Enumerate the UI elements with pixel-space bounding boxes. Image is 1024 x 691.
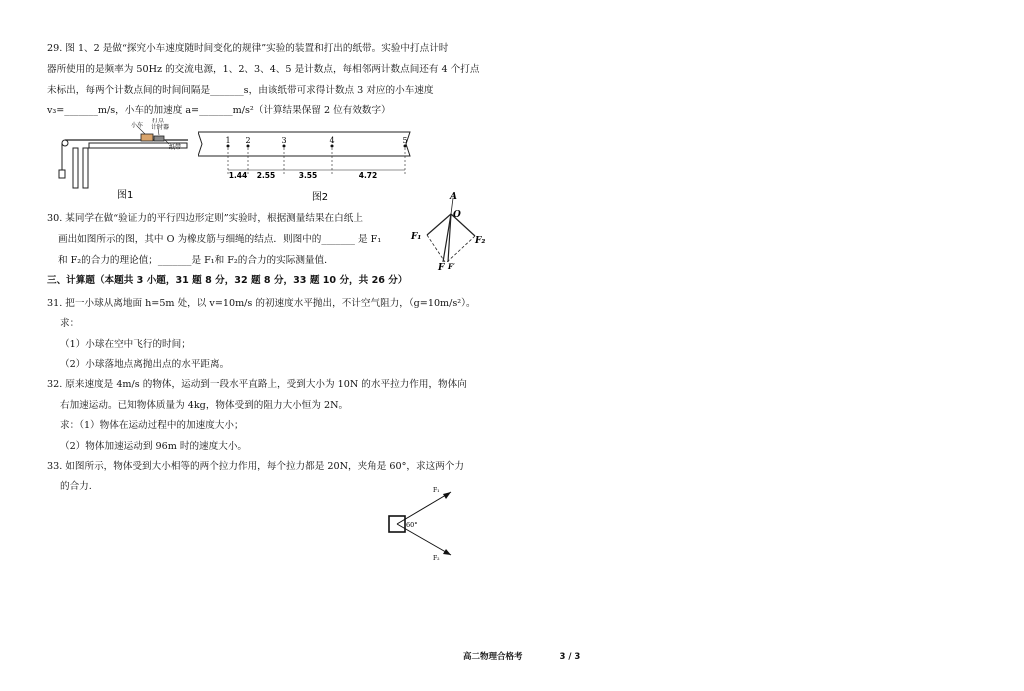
figure-2-caption: 图2	[311, 192, 329, 203]
q31-line-1: 31. 把一小球从离地面 h=5m 处，以 v=10m/s 的初速度水平抛出，不计空气阻力，（g=10m/s²）。	[47, 298, 476, 309]
page-footer	[463, 650, 580, 662]
q31-line-2: 求：	[60, 318, 80, 329]
q32-line-2: 右加速运动。已知物体质量为 4kg，物体受到的阻力大小恒为 2N。	[60, 400, 349, 411]
label-F1: F₁	[433, 487, 440, 494]
figure-2-tape	[198, 130, 413, 205]
q29-line-1: 29. 图 1、2 是做“探究小车速度随时间变化的规律”实验的装置和打出的纸带。实验中打点计时	[47, 43, 449, 54]
label-O: O	[453, 210, 461, 220]
cart-label: 小车	[131, 122, 144, 129]
q32-line-1: 32. 原来速度是 4m/s 的物体，运动到一段水平直路上，受到大小为 10N 的水平拉力作用，物体向	[47, 379, 467, 390]
distance-4-5: 4.72	[358, 171, 378, 180]
distance-2-3: 2.55	[256, 171, 276, 180]
figure-q30-forces	[405, 190, 495, 272]
q32-line-4: （2）物体加速运动到 96m 时的速度大小。	[60, 441, 248, 452]
label-F2: F₂	[475, 236, 486, 246]
distance-1-2: 1.44	[228, 171, 248, 180]
q29-line-3: 未标出，每两个计数点间的时间间隔是_______s，由该纸带可求得计数点 3 对应的小车速度	[47, 85, 434, 96]
label-F2: F₂	[433, 555, 440, 562]
timer-label-2: 计时器	[151, 124, 170, 131]
figure-1-apparatus	[55, 118, 190, 203]
q31-line-3: （1）小球在空中飞行的时间；	[60, 339, 191, 350]
point-4: 4	[329, 136, 335, 145]
point-3: 3	[281, 136, 287, 145]
q32-line-3: 求：（1）物体在运动过程中的加速度大小；	[60, 420, 244, 431]
figure-1-caption: 图1	[117, 190, 134, 201]
figure-q33-forces	[385, 485, 465, 565]
q29-line-4: v₃=_______m/s，小车的加速度 a=_______m/s²（计算结果保留 2 位有效数字）	[47, 105, 391, 116]
label-A: A	[450, 192, 457, 202]
q30-line-3: 和 F₂的合力的理论值；_______是 F₁和 F₂的合力的实际测量值．	[58, 255, 334, 266]
point-2: 2	[245, 136, 251, 145]
section-3-heading: 三、计算题（本题共 3 小题，31 题 8 分，32 题 8 分，33 题 10 分，共 26 分）	[47, 275, 408, 286]
q31-line-4: （2）小球落地点离抛出点的水平距离。	[60, 359, 230, 370]
label-F: F	[438, 263, 445, 272]
q29-line-2: 器所使用的是频率为 50Hz 的交流电源，1、2、3、4、5 是计数点，每相邻两计数点间还有 4 个打点	[47, 64, 480, 75]
label-F1: F₁	[411, 232, 422, 242]
point-5: 5	[402, 136, 408, 145]
q30-line-1: 30. 某同学在做“验证力的平行四边形定则”实验时，根据测量结果在白纸上	[47, 213, 363, 224]
q33-line-2: 的合力.	[60, 481, 92, 492]
label-Fprime: F′	[448, 262, 455, 271]
point-1: 1	[225, 136, 231, 145]
q30-line-2: 画出如图所示的图，其中 O 为橡皮筋与细绳的结点．则图中的_______ 是 F₁	[58, 234, 382, 245]
tape-label: 纸带	[169, 144, 182, 151]
footer-title: 高二物理合格考	[463, 652, 523, 662]
q33-line-1: 33. 如图所示，物体受到大小相等的两个拉力作用，每个拉力都是 20N，夹角是 60°，求这两个力	[47, 461, 464, 472]
page-number: 3 / 3	[559, 652, 581, 662]
angle-label: 60°	[406, 521, 418, 529]
timer-label-1: 打点	[152, 118, 165, 124]
distance-3-4: 3.55	[298, 171, 318, 180]
